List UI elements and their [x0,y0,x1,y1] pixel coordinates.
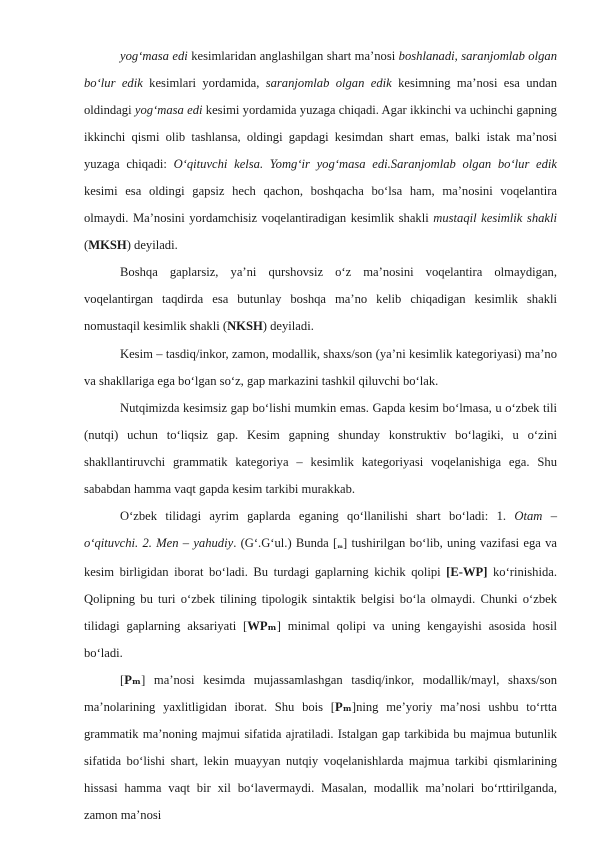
text-run: O‘zbek tilidagi ayrim gaplarda eganing qo‘llanilishi shart bo‘ladi: 1. [120,508,515,523]
bold-term: [E-WP] [446,564,488,579]
paragraph-2 [84,259,557,340]
paragraph-4 [84,395,557,503]
paragraph-6 [84,667,557,829]
text-run: kesimi yordamida yuzaga chiqadi. Agar ikkinchi va uchinchi gapning ikkinchi qismi olib tashlansa, oldingi gapdagi kesimdan shart emas, balki istak ma’nosi yuzaga chiqadi: [84,103,557,172]
text-run: ko‘rinishida. Qolipning bu turi o‘zbek tilining tipologik sintaktik belgisi bo‘la olmaydi. Chunki o‘zbek tilidagi gaplarning aksariyati [ [84,564,557,633]
text-run: kesimlaridan anglashilgan shart ma’nosi [187,49,399,63]
italic-term: yahudiy [193,535,234,550]
italic-term: Otam [514,508,543,523]
text-run: ) deyiladi. [262,319,314,334]
text-run: Nutqimizda kesimsiz gap bo‘lishi mumkin emas. Gapda kesim bo‘lmasa, u o‘zbek tili (nutqi) uchun to‘liqsiz gap. Kesim gapning shunday konstruktiv bo‘lagiki, u o‘zini shakllantiruvchi grammatik kategoriya – kesimlik kategoriyasi voqelanishiga ega. Shu sababdan hamma vaqt gapda kesim tarkibi murakkab. [84,400,557,496]
italic-term: yog‘masa edi [120,49,188,63]
text-run: ] minimal qolipi va uning kengayishi asosida hosil bo‘ladi. [84,618,557,661]
document-body [84,43,557,829]
italic-term: saranjomlab olgan edik [265,76,392,91]
text-run: ) deyiladi. [126,238,178,253]
bold-term: NKSH [227,319,263,334]
text-run: Kesim – tasdiq/inkor, zamon, modallik, shaxs/son (ya’ni kesimlik kategoriyasi) ma’no va shakllariga ega bo‘lgan so‘z, gap markazini tashkil qiluvchi bo‘lak. [84,346,557,388]
text-run: ] ma’nosi kesimda mujassamlashgan tasdiq/inkor, modallik/mayl, shaxs/son ma’nolarining yaxlitligidan iborat. Shu bois [ [84,673,557,715]
paragraph-3 [84,341,557,395]
paragraph-1 [84,43,557,259]
text-run: ₘ [337,540,344,550]
text-run: . (G‘.G‘ul.) Bunda [ [233,535,338,550]
text-run: kesimi esa oldingi gapsiz hech qachon, boshqacha bo‘lsa ham, ma’nosini voqelantira olmaydi. Ma’nosini yordamchisiz voqelantiradigan kesimlik shakli [84,184,557,226]
italic-term: O‘qituvchi kelsa. Yomg‘ir yog‘masa edi.Saranjomlab olgan bo‘lur edik [173,157,557,172]
text-run: kesimning ma’nosi esa undan oldindagi [84,76,557,118]
bold-term: MKSH [88,238,127,253]
bold-term: Pₘ [335,700,352,715]
bold-term: Pₘ [124,673,142,688]
text-run: – [178,535,194,550]
text-run: [ [120,673,125,688]
text-run: kesimlari yordamida, [142,76,266,91]
text-run: Boshqa gaplarsiz, ya’ni qurshovsiz o‘z ma’nosini voqelantira olmaydigan, voqelantirgan taqdirda esa butunlay boshqa ma’no kelib chiqadigan kesimlik shakli nomustaqil kesimlik shakli ( [84,265,557,334]
italic-term: o‘qituvchi. 2. Men [84,535,179,550]
text-run: – [542,508,557,523]
text-run: ( [84,238,89,253]
text-run: ] tushirilgan bo‘lib, uning vazifasi ega va kesim birligidan iborat bo‘ladi. Bu turdagi gaplarning kichik qolipi [84,535,557,579]
italic-term: boshlanadi, saranjomlab olgan bo‘lur edik [84,49,557,91]
italic-term: yog‘masa edi [134,103,203,118]
bold-term: WPₘ [247,618,277,633]
italic-term: mustaqil kesimlik shakli [433,211,557,226]
paragraph-5 [84,503,557,667]
text-run: ]ning me’yoriy ma’nosi ushbu to‘rtta grammatik ma’noning majmui sifatida ajratiladi. Istalgan gap tarkibida bu majmua butunlik sifatida bo‘lishi shart, lekin muayyan nutqiy voqelanishlarda majmua tarkibi qismlarining hissasi hamma vaqt bir xil bo‘lavermaydi. Masalan, modallik ma’nolari bo‘rttirilganda, zamon ma’nosi [84,700,557,823]
